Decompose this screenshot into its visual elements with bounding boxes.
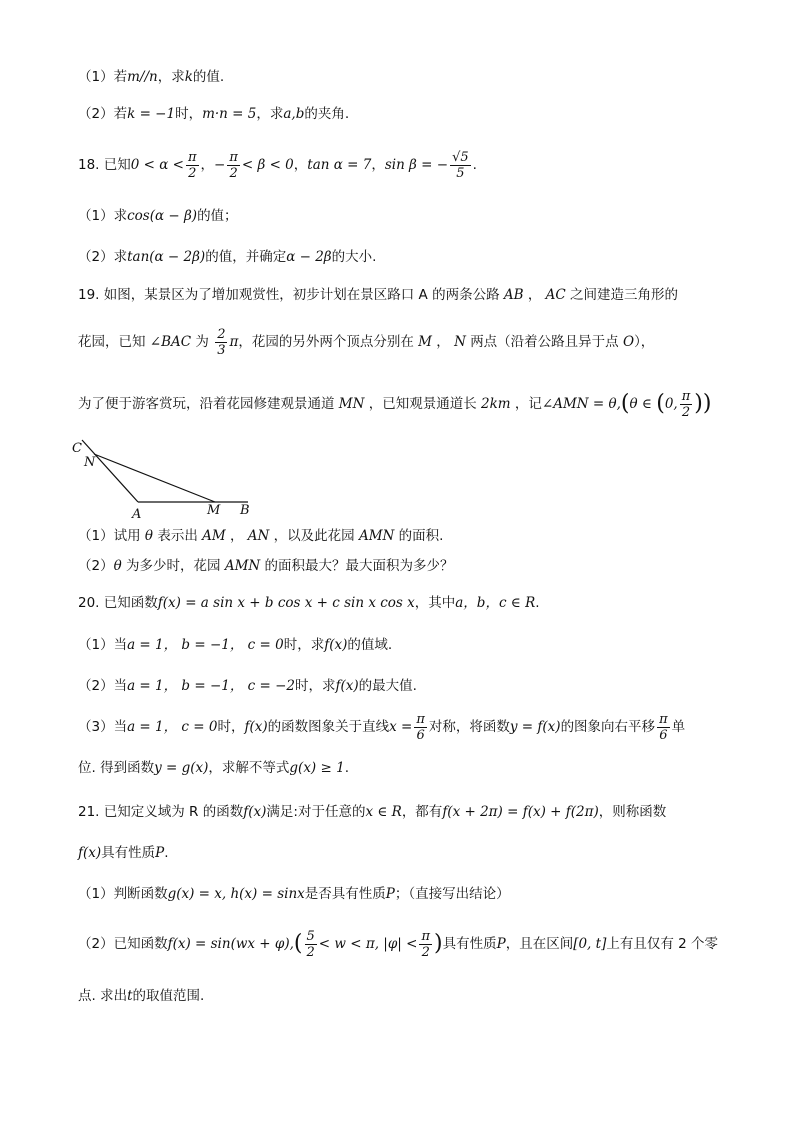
q20-part1: （1）当a = 1， b = −1， c = 0时，求f(x)的值域. (78, 637, 393, 653)
q21-part1: （1）判断函数g(x) = x, h(x) = sinx是否具有性质P；（直接写出结论） (78, 886, 510, 902)
q21-stem-line2: f(x)具有性质P. (78, 845, 169, 861)
q21-part2-line2: 点. 求出t的取值范围. (78, 988, 205, 1004)
q17-part1: （1）若m//n，求k的值. (78, 69, 225, 85)
q21-part2: （2）已知函数f(x) = sin(wx + φ),( $\frac{5}{2}$ < w < π, |φ| < $\frac{\pi}{2}$ )具有性质P，且在区间[0, t]上有且仅有 2 个零 (78, 928, 719, 960)
q19-line1: 19. 如图，某景区为了增加观赏性，初步计划在景区路口 A 的两条公路 AB ， AC 之间建造三角形的 (78, 287, 679, 303)
q18-stem: 18. 已知0 < α < $\frac{\pi}{2}$ ，− $\frac{\pi}{2}$ < β < 0，tan α = 7，sin β = − $\frac{√5}{5}$ . (78, 149, 477, 181)
label-C: C (72, 441, 82, 456)
frac-pi-over-6: $\frac{\pi}{6}$ (416, 711, 425, 743)
q20-part3: （3）当a = 1， c = 0时，f(x)的函数图象关于直线x = $\frac{\pi}{6}$ 对称，将函数y = f(x)的图象向右平移 $\frac{\pi}{6}$ 单 (78, 711, 686, 743)
q19-part2: （2）θ 为多少时，花园 AMN 的面积最大？最大面积为多少？ (78, 558, 454, 574)
q19-line2: 花园，已知 ∠BAC 为 $\frac{2}{3}$ π，花园的另外两个顶点分别在 M ， N 两点（沿着公路且异于点 O）， (78, 326, 655, 358)
label-M: M (207, 503, 221, 518)
q21-stem: 21. 已知定义域为 R 的函数f(x)满足:对于任意的x ∈ R，都有f(x + 2π) = f(x) + f(2π)，则称函数 (78, 804, 667, 820)
q18-part1: （1）求cos(α − β)的值； (78, 208, 238, 224)
q19-part1: （1）试用 θ 表示出 AM ， AN ，以及此花园 AMN 的面积. (78, 528, 444, 544)
q17-part2: （2）若k = −1时，m·n = 5，求a,b的夹角. (78, 106, 350, 122)
triangle-figure (70, 434, 260, 520)
label-N: N (84, 455, 96, 470)
frac-pi-over-2-b: $\frac{\pi}{2}$ (229, 149, 238, 181)
frac-sqrt5-over-5: $\frac{√5}{5}$ (452, 149, 469, 181)
q19-line3: 为了便于游客赏玩，沿着花园修建观景通道 MN ，已知观景通道长 2km ，记∠AMN = θ,(θ ∈ (0, $\frac{\pi}{2}$ )) (78, 388, 712, 420)
line-MN (94, 454, 215, 502)
q20-part3-line2: 位. 得到函数y = g(x)，求解不等式g(x) ≥ 1. (78, 760, 349, 776)
label-A: A (132, 507, 142, 520)
q20-part2: （2）当a = 1， b = −1， c = −2时，求f(x)的最大值. (78, 678, 417, 694)
frac-pi-over-2: $\frac{\pi}{2}$ (187, 149, 197, 181)
q18-part2: （2）求tan(α − 2β)的值，并确定α − 2β的大小. (78, 249, 377, 265)
frac-pi-over-6-b: $\frac{\pi}{6}$ (659, 711, 668, 743)
label-B: B (240, 503, 250, 518)
frac-pi-over-2-c: $\frac{\pi}{2}$ (681, 388, 691, 420)
q20-stem: 20. 已知函数f(x) = a sin x + b cos x + c sin x cos x，其中a，b，c ∈ R. (78, 595, 540, 611)
frac-pi-over-2-d: $\frac{\pi}{2}$ (421, 928, 431, 960)
line-AC (82, 440, 138, 502)
frac-2-over-3: $\frac{2}{3}$ (217, 326, 226, 358)
frac-5-over-2: $\frac{5}{2}$ (306, 928, 315, 960)
